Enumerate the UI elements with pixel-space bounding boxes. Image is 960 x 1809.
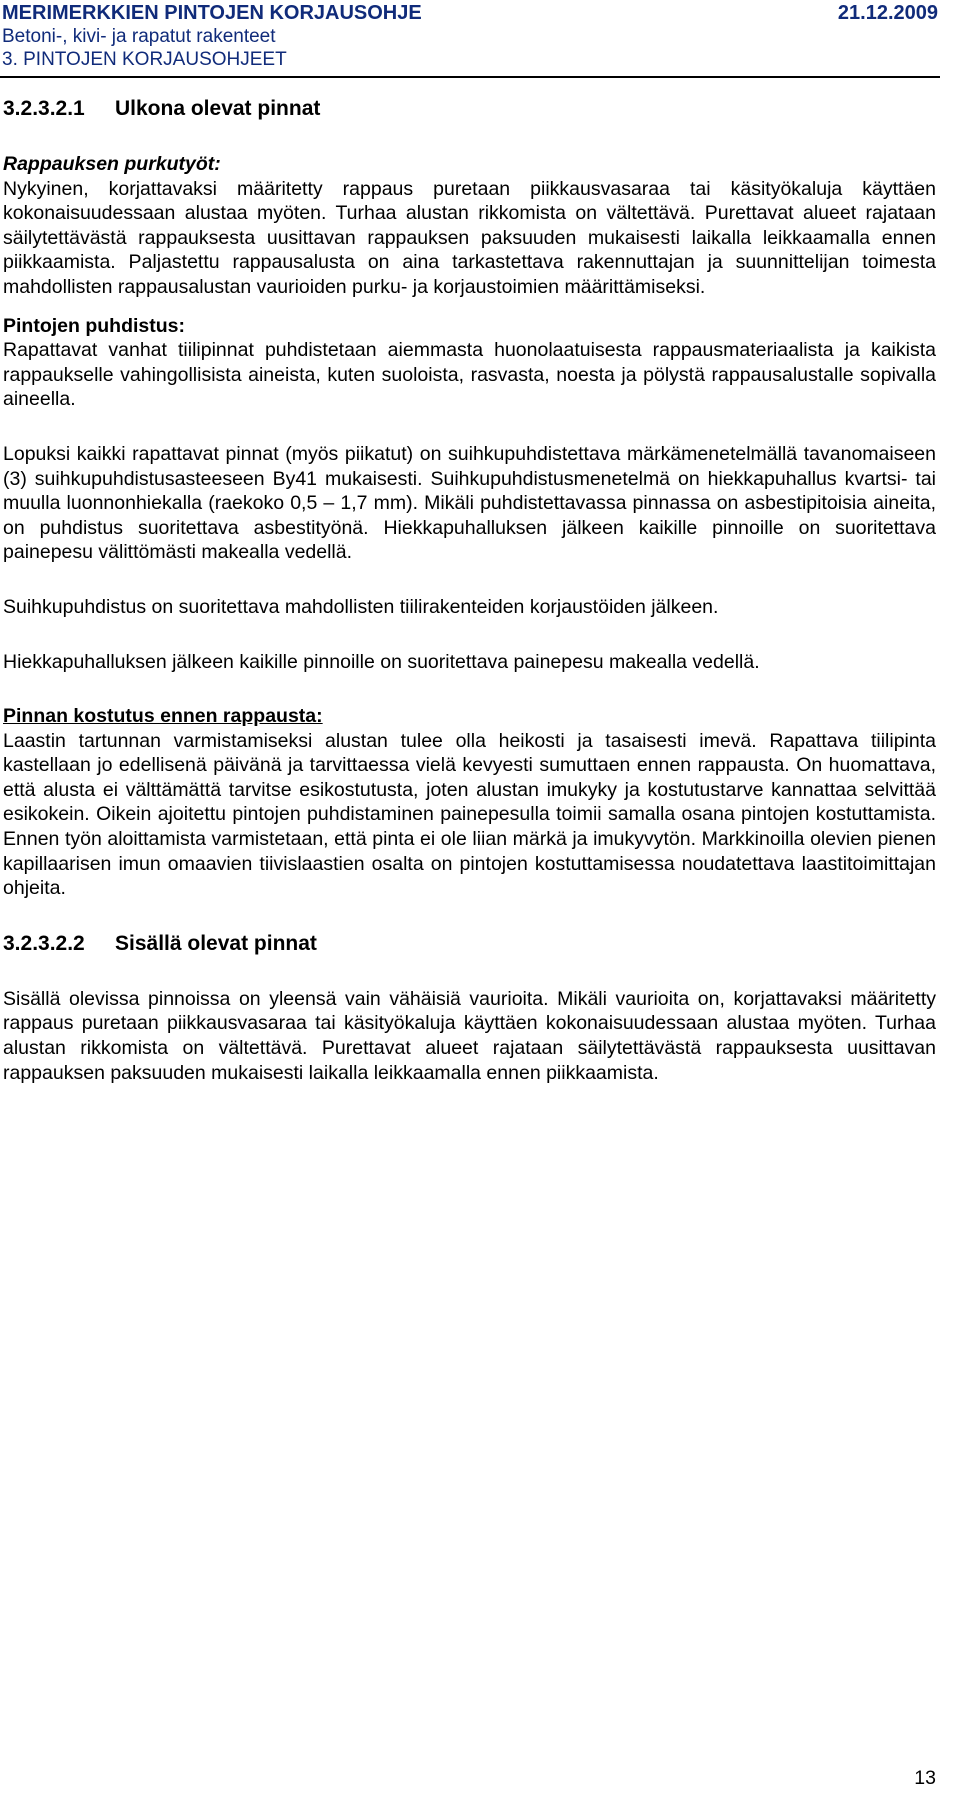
page-number: 13 bbox=[914, 1767, 936, 1789]
purkutyot-heading: Rappauksen purkutyöt: bbox=[3, 153, 221, 175]
section-number: 3.2.3.2.2 bbox=[3, 931, 85, 955]
puhdistus-heading: Pintojen puhdistus: bbox=[3, 314, 185, 337]
suihkupuhdistus-paragraph: Suihkupuhdistus on suoritettava mahdollisten tiilirakenteiden korjaustöiden jälkeen. bbox=[3, 595, 719, 618]
kostutus-paragraph: Laastin tartunnan varmistamiseksi alustan tulee olla heikosti ja tasaisesti imevä. Rapattava tiilipinta kastellaan jo edellisenä päivänä ja tarvittaessa vielä kevyesti sumuttaen ennen rappausta. On huomattava, että alusta ei välttämättä tarvitse esikostutusta, joten alustan imukyky ja kostutustarve kannattaa selvittää esikokein. Oikein ajoitettu pintojen puhdistaminen painepesulla toimii samalla osana pintojen kostuttamista. Ennen työn aloittamista varmistetaan, että pinta ei ole liian märkä ja imukyvytön. Markkinoilla olevien pienen kapillaarisen imun omaavien tiivislaastien osalta on pintojen kostuttamisessa noudatettava laastitoimittajan ohjeita. bbox=[3, 729, 936, 900]
section-title: Sisällä olevat pinnat bbox=[115, 931, 317, 955]
document-subtitle: Betoni-, kivi- ja rapatut rakenteet bbox=[2, 26, 276, 47]
document-date: 21.12.2009 bbox=[837, 2, 938, 24]
kostutus-heading: Pinnan kostutus ennen rappausta: bbox=[3, 705, 323, 728]
lopuksi-paragraph: Lopuksi kaikki rapattavat pinnat (myös piikatut) on suihkupuhdistettava märkämenetelmällä tavanomaiseen (3) suihkupuhdistusasteeseen By41 mukaisesti. Suihkupuhdistusmenetelmä on hiekkapuhallus kvartsi- tai muulla luonnonhiekalla (raekoko 0,5 – 1,7 mm). Mikäli puhdistettavassa pinnassa on asbestipitoisia aineita, on puhdistus suoritettava asbestityönä. Hiekkapuhalluksen jälkeen kaikille pinnoille on suoritettava painepesu välittömästi makealla vedellä. bbox=[3, 442, 936, 564]
section-heading-ulkona bbox=[3, 96, 936, 122]
document-body bbox=[3, 96, 936, 1099]
document-section: 3. PINTOJEN KORJAUSOHJEET bbox=[2, 49, 287, 70]
sisalla-paragraph: Sisällä olevissa pinnoissa on yleensä vain vähäisiä vaurioita. Mikäli vaurioita on, korjattavaksi määritetty rappaus puretaan piikkausvasaraa tai käsityökaluja käyttäen kokonaisuudessaan alustaa myöten. Turhaa alustan rikkomista on vältettävä. Purettavat alueet rajataan säilytettävästä rappauksesta uusittavan rappauksen paksuuden mukaisesti laikalla leikkaamalla ennen piikkaamista. bbox=[3, 987, 936, 1084]
section-title: Ulkona olevat pinnat bbox=[115, 97, 321, 120]
document-title: MERIMERKKIEN PINTOJEN KORJAUSOHJE bbox=[2, 2, 422, 24]
purkutyot-paragraph: Nykyinen, korjattavaksi määritetty rappaus puretaan piikkausvasaraa tai käsityökaluja käyttäen kokonaisuudessaan alustaa myöten. Turhaa alustan rikkomista on vältettävä. Purettavat alueet rajataan säilytettävästä rappauksesta uusittavan rappauksen paksuuden mukaisesti laikalla leikkaamalla ennen piikkaamista. Paljastettu rappausalusta on aina tarkastettava rakennuttajan ja suunnittelijan toimesta mahdollisten rappausalustan vaurioiden purku- ja korjaustoimien määrittämiseksi. bbox=[3, 177, 936, 298]
page-header bbox=[0, 0, 940, 78]
section-number: 3.2.3.2.1 bbox=[3, 97, 85, 120]
section-heading-sisalla bbox=[3, 931, 936, 957]
hiekkapuhallus-paragraph: Hiekkapuhalluksen jälkeen kaikille pinnoille on suoritettava painepesu makealla vedellä. bbox=[3, 650, 760, 673]
puhdistus-paragraph: Rapattavat vanhat tiilipinnat puhdistetaan aiemmasta huonolaatuisesta rappausmateriaalista ja kaikista rappaukselle vahingollisista aineista, kuten suoloista, rasvasta, noesta ja pölystä rappausalustalle sopivalla aineella. bbox=[3, 339, 936, 411]
